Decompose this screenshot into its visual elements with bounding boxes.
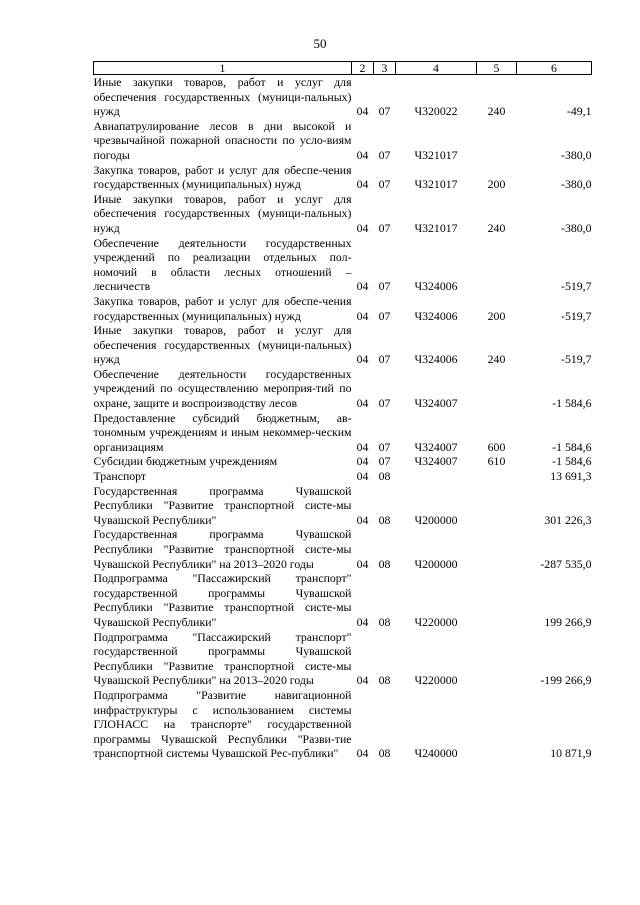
row-expense-type-cell: 200 bbox=[487, 308, 506, 323]
row-target-code-cell bbox=[396, 469, 477, 484]
row-name-cell: Государственная программа Чувашской Республики "Развитие транспортной систе-мы Чувашской Республики" bbox=[93, 483, 352, 527]
row-name-cell: Закупка товаров, работ и услуг для обеспе-чения государственных (муниципальных) нужд bbox=[93, 293, 352, 323]
table-row bbox=[94, 192, 592, 236]
row-section-cell: 04 bbox=[356, 556, 369, 571]
row-subsection-cell: 07 bbox=[378, 454, 391, 469]
row-amount-cell: -1 584,6 bbox=[552, 439, 592, 454]
row-section-cell: 04 bbox=[356, 220, 369, 235]
budget-table bbox=[93, 61, 592, 761]
row-amount-cell: -1 584,6 bbox=[552, 396, 592, 411]
table-row bbox=[94, 367, 592, 411]
row-amount-cell: -380,0 bbox=[561, 147, 592, 162]
header-col-3: 3 bbox=[374, 62, 396, 75]
row-target-code-cell: Ч200000 bbox=[414, 512, 458, 527]
row-expense-type-cell bbox=[477, 527, 517, 571]
row-name-cell: Авиапатрулирование лесов в дни высокой и чрезвычайной пожарной опасности по усло-виям погоды bbox=[93, 118, 352, 162]
row-target-code-cell: Ч321017 bbox=[414, 147, 458, 162]
row-amount-cell: -519,7 bbox=[561, 308, 592, 323]
row-section-cell: 04 bbox=[356, 396, 369, 411]
row-section-cell: 04 bbox=[356, 614, 369, 629]
row-target-code-cell: Ч324007 bbox=[414, 454, 458, 469]
row-expense-type-cell: 200 bbox=[487, 177, 506, 192]
row-amount-cell: -1 584,6 bbox=[552, 454, 592, 469]
row-expense-type-cell bbox=[477, 688, 517, 761]
row-section-cell: 04 bbox=[356, 454, 369, 469]
row-section-cell: 04 bbox=[356, 308, 369, 323]
row-section-cell: 04 bbox=[356, 177, 369, 192]
row-section-cell: 04 bbox=[356, 746, 369, 761]
header-col-4: 4 bbox=[396, 62, 477, 75]
row-target-code-cell: Ч324007 bbox=[414, 396, 458, 411]
header-col-5: 5 bbox=[477, 62, 517, 75]
row-name-cell: Транспорт bbox=[93, 469, 147, 484]
row-target-code-cell: Ч324006 bbox=[414, 352, 458, 367]
row-amount-cell: 13 691,3 bbox=[550, 469, 592, 484]
row-target-code-cell: Ч220000 bbox=[414, 673, 458, 688]
row-name-cell: Субсидии бюджетным учреждениям bbox=[93, 454, 278, 469]
row-subsection-cell: 08 bbox=[378, 512, 391, 527]
row-subsection-cell: 07 bbox=[378, 352, 391, 367]
row-section-cell: 04 bbox=[356, 469, 369, 484]
row-section-cell: 04 bbox=[356, 147, 369, 162]
row-expense-type-cell bbox=[477, 630, 517, 688]
row-target-code-cell: Ч321017 bbox=[414, 177, 458, 192]
row-amount-cell: -287 535,0 bbox=[540, 556, 592, 571]
row-target-code-cell: Ч200000 bbox=[414, 556, 458, 571]
row-name-cell: Закупка товаров, работ и услуг для обеспе-чения государственных (муниципальных) нужд bbox=[93, 162, 352, 192]
row-subsection-cell: 08 bbox=[378, 746, 391, 761]
row-amount-cell: 301 226,3 bbox=[544, 512, 592, 527]
row-expense-type-cell bbox=[477, 119, 517, 163]
row-target-code-cell: Ч324006 bbox=[414, 308, 458, 323]
row-section-cell: 04 bbox=[356, 104, 369, 119]
row-amount-cell: -380,0 bbox=[561, 220, 592, 235]
row-name-cell: Иные закупки товаров, работ и услуг для обеспечения государственных (муници-пальных) нужд bbox=[93, 323, 352, 367]
row-amount-cell: 199 266,9 bbox=[544, 614, 592, 629]
row-name-cell: Подпрограмма "Развитие навигационной инфраструктуры с использованием системы ГЛОНАСС на транспорте" государственной программы Чувашской Республики "Разви-тие транспортной системы Чувашской Рес-публики" bbox=[93, 687, 352, 761]
table-row bbox=[94, 688, 592, 761]
table-row bbox=[94, 454, 592, 469]
row-name-cell: Подпрограмма "Пассажирский транспорт" государственной программы Чувашской Республики "Развитие транспортной систе-мы Чувашской Республики" на 2013–2020 годы bbox=[93, 629, 352, 688]
row-name-cell: Предоставление субсидий бюджетным, ав-тономным учреждениям и иным некоммер-ческим организациям bbox=[93, 410, 352, 454]
table-row bbox=[94, 469, 592, 484]
row-subsection-cell: 07 bbox=[378, 439, 391, 454]
row-name-cell: Подпрограмма "Пассажирский транспорт" государственной программы Чувашской Республики "Развитие транспортной систе-мы Чувашской Республики" bbox=[93, 571, 352, 629]
row-subsection-cell: 08 bbox=[378, 614, 391, 629]
header-col-6: 6 bbox=[517, 62, 592, 75]
row-amount-cell: -519,7 bbox=[561, 279, 592, 294]
row-subsection-cell: 08 bbox=[378, 673, 391, 688]
row-target-code-cell: Ч324007 bbox=[414, 439, 458, 454]
header-col-2: 2 bbox=[352, 62, 374, 75]
row-amount-cell: -519,7 bbox=[561, 352, 592, 367]
row-subsection-cell: 08 bbox=[378, 556, 391, 571]
row-target-code-cell: Ч321017 bbox=[414, 220, 458, 235]
row-target-code-cell: Ч324006 bbox=[414, 279, 458, 294]
row-name-cell: Иные закупки товаров, работ и услуг для обеспечения государственных (муници-пальных) нужд bbox=[93, 75, 352, 119]
table-row bbox=[94, 119, 592, 163]
row-name-cell: Иные закупки товаров, работ и услуг для обеспечения государственных (муници-пальных) нужд bbox=[93, 191, 352, 235]
row-target-code-cell: Ч220000 bbox=[414, 614, 458, 629]
row-name-cell: Обеспечение деятельности государственных учреждений по осуществлению мероприя-тий по охране, защите и воспроизводству лесов bbox=[93, 366, 352, 411]
table-row bbox=[94, 484, 592, 528]
row-expense-type-cell: 240 bbox=[487, 352, 506, 367]
row-subsection-cell: 07 bbox=[378, 104, 391, 119]
row-subsection-cell: 07 bbox=[378, 396, 391, 411]
row-amount-cell: -199 266,9 bbox=[540, 673, 592, 688]
row-expense-type-cell: 600 bbox=[487, 439, 506, 454]
table-row bbox=[94, 411, 592, 455]
page-number: 50 bbox=[313, 36, 327, 51]
row-expense-type-cell bbox=[477, 571, 517, 629]
row-subsection-cell: 07 bbox=[378, 308, 391, 323]
row-name-cell: Обеспечение деятельности государственных учреждений по реализации отдельных пол-номочий в области лесных отношений – лесничеств bbox=[93, 235, 352, 294]
row-target-code-cell: Ч320022 bbox=[414, 104, 458, 119]
row-subsection-cell: 07 bbox=[378, 279, 391, 294]
table-row bbox=[94, 294, 592, 323]
row-expense-type-cell: 240 bbox=[487, 104, 506, 119]
row-subsection-cell: 07 bbox=[378, 177, 391, 192]
table-row bbox=[94, 571, 592, 629]
row-amount-cell: -380,0 bbox=[561, 177, 592, 192]
table-row bbox=[94, 163, 592, 192]
row-subsection-cell: 07 bbox=[378, 147, 391, 162]
row-expense-type-cell: 610 bbox=[487, 454, 506, 469]
row-expense-type-cell bbox=[477, 236, 517, 294]
table-row bbox=[94, 323, 592, 367]
row-amount-cell: 10 871,9 bbox=[550, 746, 592, 761]
row-expense-type-cell bbox=[477, 367, 517, 411]
row-expense-type-cell bbox=[477, 469, 517, 484]
row-section-cell: 04 bbox=[356, 512, 369, 527]
header-col-1: 1 bbox=[94, 62, 352, 75]
row-expense-type-cell bbox=[477, 484, 517, 528]
table-row bbox=[94, 527, 592, 571]
row-section-cell: 04 bbox=[356, 673, 369, 688]
table-row bbox=[94, 236, 592, 294]
table-row bbox=[94, 75, 592, 119]
row-expense-type-cell: 240 bbox=[487, 220, 506, 235]
row-target-code-cell: Ч240000 bbox=[414, 746, 458, 761]
row-section-cell: 04 bbox=[356, 279, 369, 294]
row-section-cell: 04 bbox=[356, 439, 369, 454]
table-row bbox=[94, 630, 592, 688]
row-name-cell: Государственная программа Чувашской Республики "Развитие транспортной систе-мы Чувашской Республики" на 2013–2020 годы bbox=[93, 527, 352, 571]
row-amount-cell: -49,1 bbox=[566, 104, 592, 119]
table-header-row bbox=[94, 62, 592, 75]
row-subsection-cell: 08 bbox=[378, 469, 391, 484]
row-subsection-cell: 07 bbox=[378, 220, 391, 235]
row-section-cell: 04 bbox=[356, 352, 369, 367]
